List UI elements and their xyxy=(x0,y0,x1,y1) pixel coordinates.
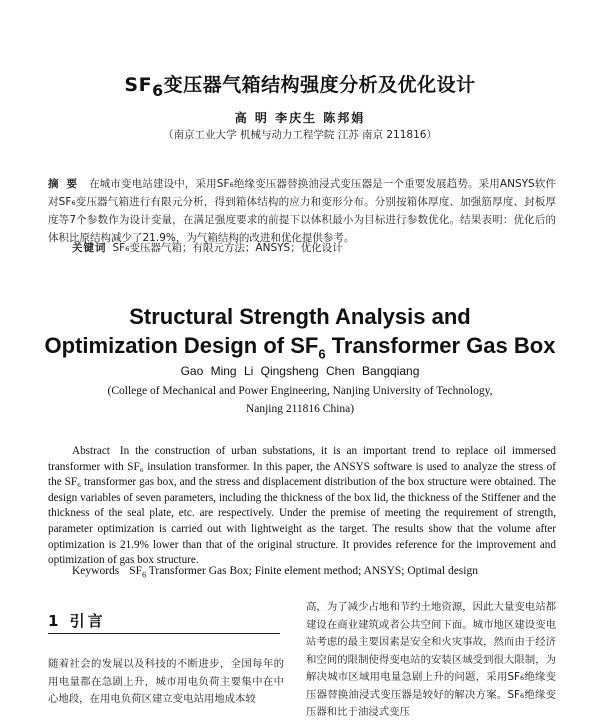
chinese-title-subscript: 6 xyxy=(152,80,164,100)
chinese-abstract xyxy=(48,175,556,247)
chinese-title-rest: 变压器气箱结构强度分析及优化设计 xyxy=(163,74,476,96)
chinese-abstract-text: 在城市变电站建设中，采用SF₆绝缘变压器替换油浸式变压器是一个重要发展趋势。采用ANSYS软件对SF₆变压器气箱进行有限元分析，得到箱体结构的应力和变形分布。分别按箱体厚度、加强筋厚度、封板厚度等7个参数作为设计变量，在满足强度要求的前提下以体积最小为目标进行参数优化。结果表明：优化后的体积比原结构减少了21.9%，为气箱结构的改进和优化提供参考。 xyxy=(48,178,556,244)
chinese-affiliation: （南京工业大学 机械与动力工程学院 江苏 南京 211816） xyxy=(163,129,437,141)
english-title-line1: Structural Strength Analysis and xyxy=(129,304,471,329)
english-title-line2-pre: Optimization Design of SF xyxy=(44,333,319,358)
english-authors: Gao Ming Li Qingsheng Chen Bangqiang xyxy=(180,364,420,378)
english-keywords xyxy=(72,565,552,579)
body-right-column: 高，为了减少占地和节约土地资源，因此大量变电站都建设在商业建筑或者公共空间下面。城市地区建设变电站考虑的最主要因素是安全和火灾事故，然而由于经济和空间的限制使得变电站的安装区域受到很大限制，为解决城市区域用电量急剧上升的问题，采用SF₆绝缘变压器替换油浸式变压器是较好的解决方案。SF₆绝缘变压器和比于油浸式变压 xyxy=(306,601,556,718)
english-title-line2 xyxy=(0,331,600,368)
english-abstract-text: In the construction of urban substations, it is an important trend to replace oil immersed transformer with SF₆ insulation transformer. In this paper, the ANSYS software is used to analyze the stress of the SF₆ transformer gas box, and the stress and displacement distribution of the box structure were obtained. The design variables of seven parameters, including the thickness of the box lid, the thickness of the Stiffener and the thickness of the seal plate, etc. are respectively. Under the premise of meeting the requirement of strength, parameter optimization is carried out with lightweight as the target. The results show that the volume after optimization is 21.9% lower than that of the original structure. It provides reference for the improvement and optimization of gas box structure. xyxy=(48,445,556,567)
section-heading: 1 引言 xyxy=(48,612,106,630)
english-keywords-sf: SF xyxy=(129,565,143,577)
english-affiliation-line1: (College of Mechanical and Power Engineering, Nanjing University of Technology, xyxy=(107,385,493,397)
chinese-abstract-label: 摘 要 xyxy=(48,178,80,190)
english-affiliation xyxy=(90,382,510,418)
chinese-title-sf: SF xyxy=(124,74,153,96)
chinese-title xyxy=(0,70,600,100)
chinese-keywords-text: SF₆变压器气箱；有限元方法；ANSYS；优化设计 xyxy=(112,242,343,254)
english-keywords-label: Keywords xyxy=(72,565,120,577)
english-keywords-rest: Transformer Gas Box; Finite element method; ANSYS; Optimal design xyxy=(146,565,478,577)
english-affiliation-line2: Nanjing 211816 China) xyxy=(245,403,355,415)
english-abstract-label: Abstract xyxy=(72,445,110,457)
chinese-keywords xyxy=(72,240,552,255)
body-left-column: 随着社会的发展以及科技的不断进步，全国每年的用电量都在急剧上升，城市用电负荷主要集中在中心地段，在用电负荷区建立变电站用地成本较 xyxy=(48,658,284,705)
english-title-line2-post: Transformer Gas Box xyxy=(325,333,556,358)
english-abstract xyxy=(48,444,556,569)
section-divider xyxy=(48,633,280,634)
chinese-authors: 高 明 李庆生 陈邦娟 xyxy=(234,111,366,125)
english-title-subscript: 6 xyxy=(318,346,326,362)
english-keywords-subscript: 6 xyxy=(142,570,147,580)
english-title xyxy=(0,302,600,368)
chinese-keywords-label: 关键词 xyxy=(72,242,107,254)
